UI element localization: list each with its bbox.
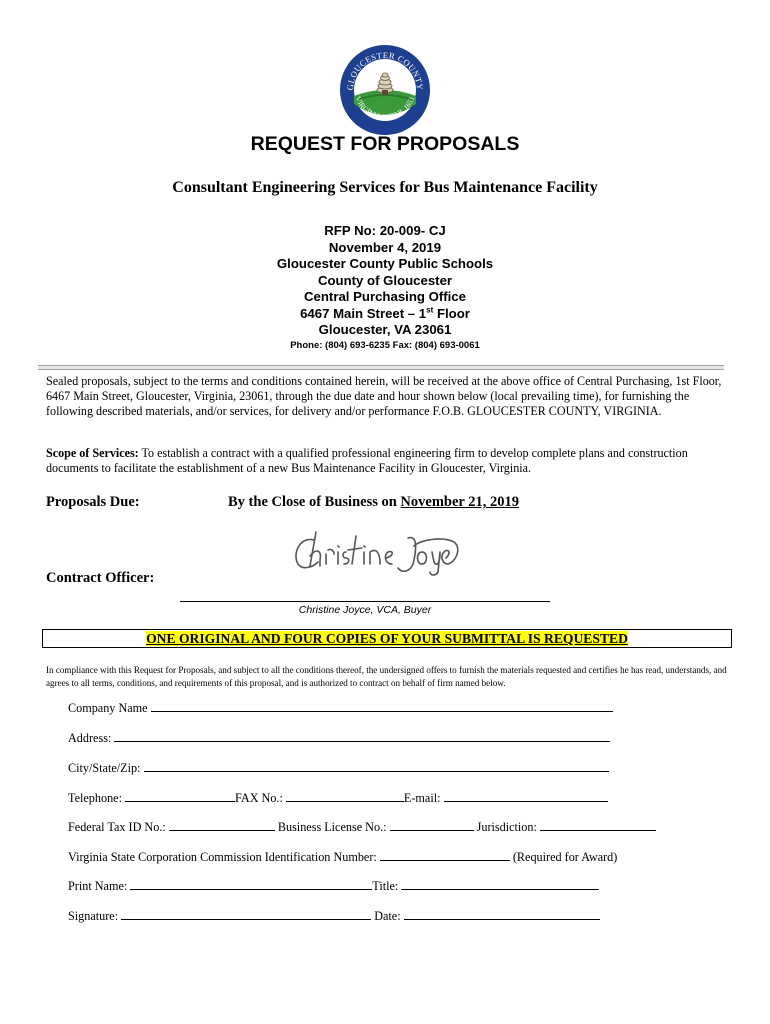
scc-row — [68, 849, 617, 865]
city-state-zip-input[interactable] — [144, 760, 609, 772]
rfp-date: November 4, 2019 — [328, 239, 442, 255]
company-name-input[interactable] — [151, 700, 613, 712]
fax-label: FAX No.: — [235, 791, 286, 805]
fax-input[interactable] — [286, 790, 404, 802]
print-name-input[interactable] — [130, 878, 372, 890]
email-label: E-mail: — [403, 791, 444, 805]
business-license-input[interactable] — [390, 819, 474, 831]
business-license-label: Business License No.: — [274, 820, 390, 834]
address-input[interactable] — [114, 730, 610, 742]
street-address — [0, 306, 770, 323]
signature-input[interactable] — [121, 908, 371, 920]
proposals-due-value — [228, 494, 519, 511]
handwritten-signature — [290, 526, 465, 578]
address-label: Address: — [68, 731, 115, 745]
street-main: 6467 Main Street – 1 — [300, 305, 427, 321]
print-name-row — [68, 878, 599, 894]
tax-id-input[interactable] — [169, 819, 275, 831]
scc-note: (Required for Award) — [509, 850, 618, 864]
date-input[interactable] — [404, 908, 600, 920]
phone-fax: Phone: (804) 693-6235 Fax: (804) 693-0061 — [290, 339, 480, 351]
seal-top-text: GLOUCESTER COUNTY — [344, 49, 426, 91]
scc-label: Virginia State Corporation Commission Identification Number: — [68, 850, 380, 864]
compliance-statement: In compliance with this Request for Proposals, and subject to all the conditions thereof, the undersigned offers to furnish the materials requested and certifies he has read, understands, and agrees to all terms, conditions, and requirements of this proposal, and is authorized to contract on behalf of firm named below. — [46, 665, 727, 688]
org-school: Gloucester County Public Schools — [276, 256, 494, 271]
office-name: Central Purchasing Office — [304, 289, 466, 304]
scope-paragraph — [46, 446, 724, 476]
due-date: November 21, 2019 — [400, 494, 519, 510]
street-sup: st — [426, 305, 434, 315]
tax-row — [68, 819, 656, 835]
contract-officer-label: Contract Officer: — [46, 570, 155, 586]
scc-input[interactable] — [380, 849, 510, 861]
company-name-row — [68, 700, 613, 716]
document-title: REQUEST FOR PROPOSALS — [250, 133, 520, 155]
title-input[interactable] — [401, 878, 599, 890]
scope-label: Scope of Services: — [46, 446, 139, 460]
jurisdiction-label: Jurisdiction: — [473, 820, 540, 834]
tax-id-label: Federal Tax ID No.: — [68, 820, 169, 834]
date-label: Date: — [371, 909, 404, 923]
contact-row — [68, 790, 608, 806]
county-seal-icon — [339, 44, 431, 136]
signature-line — [180, 601, 550, 602]
email-input[interactable] — [444, 790, 608, 802]
signature-row — [68, 908, 600, 924]
submittal-notice-box — [42, 629, 732, 648]
city-state-zip-label: City/State/Zip: — [68, 761, 144, 775]
title-label: Title: — [372, 879, 402, 893]
city-state-zip: Gloucester, VA 23061 — [318, 322, 452, 337]
document-subtitle: Consultant Engineering Services for Bus Maintenance Facility — [172, 179, 598, 196]
city-state-zip-row — [68, 760, 609, 776]
scope-text: To establish a contract with a qualified professional engineering firm to develop complete plans and construction documents to facilitate the establishment of a new Bus Maintenance Facility in Gloucester, Virginia. — [46, 446, 688, 475]
proposals-due-label: Proposals Due: — [46, 494, 140, 510]
company-name-label: Company Name — [68, 701, 151, 715]
org-county: County of Gloucester — [317, 272, 453, 288]
divider — [38, 365, 724, 370]
street-floor: Floor — [433, 305, 470, 321]
submittal-notice: ONE ORIGINAL AND FOUR COPIES OF YOUR SUBMITTAL IS REQUESTED — [146, 631, 628, 646]
seal-bottom-text: VIRGINIA ESTAB. 1651 — [353, 94, 417, 122]
address-row — [68, 730, 610, 746]
print-name-label: Print Name: — [68, 879, 131, 893]
jurisdiction-input[interactable] — [540, 819, 656, 831]
telephone-label: Telephone: — [68, 791, 126, 805]
contract-officer-name: Christine Joyce, VCA, Buyer — [298, 604, 432, 616]
intro-paragraph: Sealed proposals, subject to the terms and conditions contained herein, will be received at the above office of Central Purchasing, 1st Floor, 6467 Main Street, Gloucester, Virginia, 23061, through the due date and hour shown below (local prevailing time), for furnishing the following described materials, and/or services, for delivery and/or performance F.O.B. GLOUCESTER COUNTY, VIRGINIA. — [46, 374, 722, 418]
rfp-info-block — [0, 223, 770, 353]
rfp-number: RFP No: 20-009- CJ — [324, 223, 446, 238]
due-prefix: By the Close of Business on — [228, 494, 401, 510]
signature-label: Signature: — [68, 909, 122, 923]
telephone-input[interactable] — [125, 790, 235, 802]
